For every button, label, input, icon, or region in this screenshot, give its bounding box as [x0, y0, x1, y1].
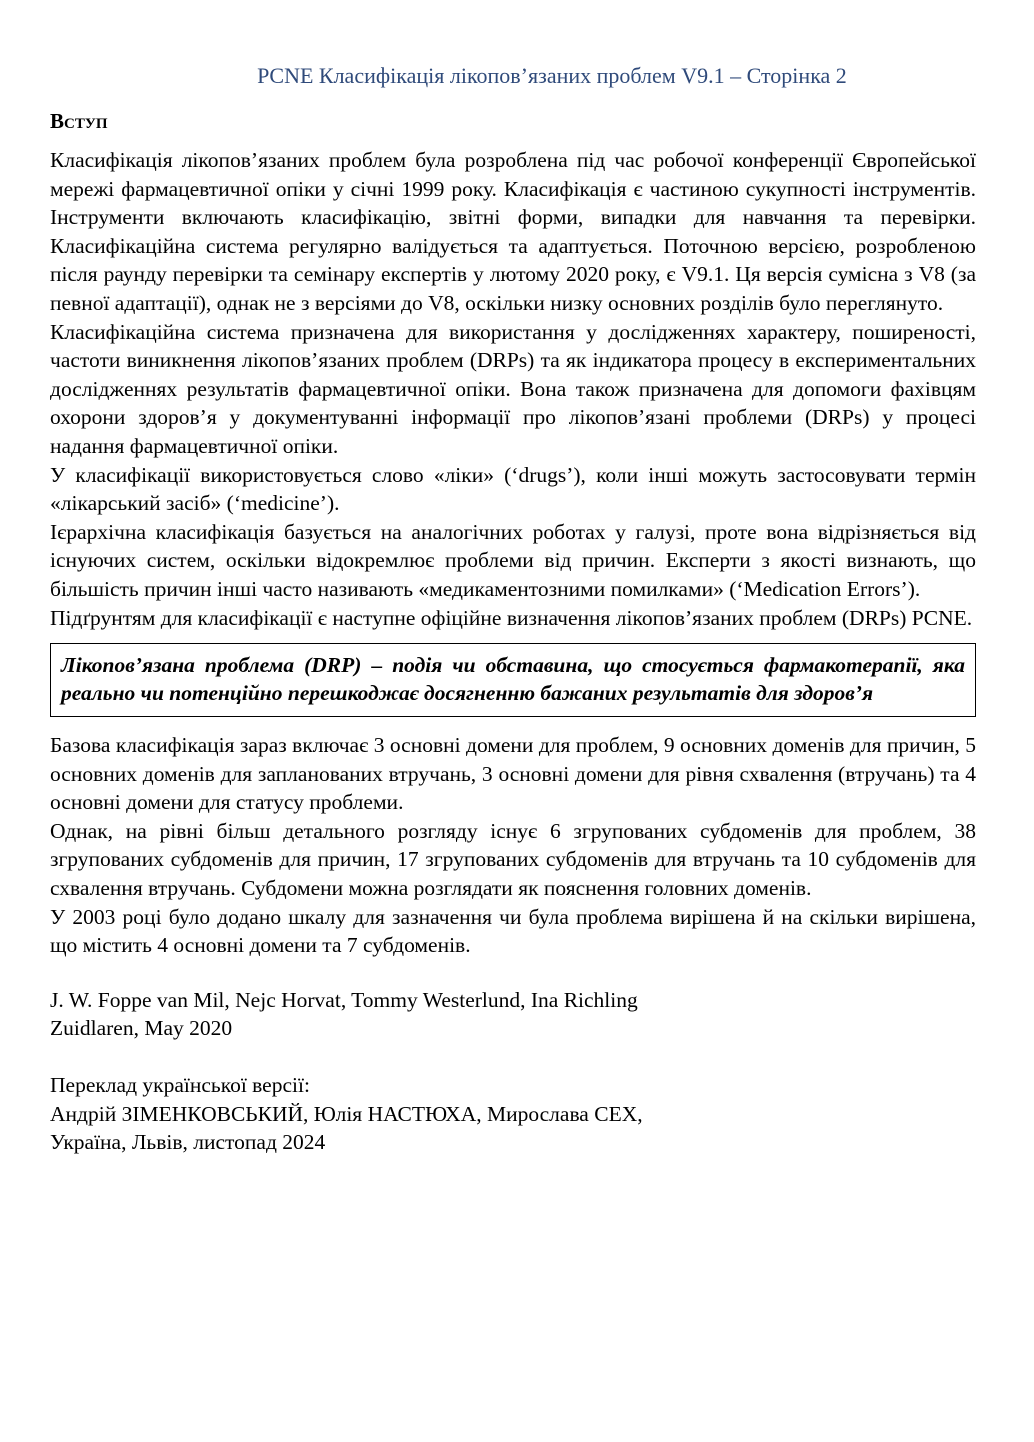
document-page [50, 62, 976, 1157]
intro-paragraph-4: Ієрархічна класифікація базується на аналогічних роботах у галузі, проте вона відрізняється від існуючих систем, оскільки відокремлює проблеми від причин. Експерти з якості визнають, що більшість причин інші часто називають «медикаментозними помилками» (‘Medication Errors’). [50, 519, 976, 601]
authors-block [50, 986, 976, 1043]
intro-paragraph-2: Класифікаційна система призначена для використання у дослідженнях характеру, поширеності, частоти виникнення лікопов’язаних проблем (DRPs) та як індикатора процесу в експериментальних дослідженнях результатів фармацевтичної опіки. Вона також призначена для допомоги фахівцям охорони здоров’я у документуванні інформації про лікопов’язані проблеми (DRPs) у процесі надання фармацевтичної опіки. [50, 319, 976, 458]
intro-paragraph-3: У класифікації використовується слово «ліки» (‘drugs’), коли інші можуть застосовувати термін «лікарський засіб» (‘medicine’). [50, 462, 976, 516]
intro-paragraph-5: Підґрунтям для класифікації є наступне офіційне визначення лікопов’язаних проблем (DRPs) PCNE. [50, 605, 973, 630]
translator-names: Андрій ЗІМЕНКОВСЬКИЙ, Юлія НАСТЮХА, Мирослава СЕХ, [50, 1101, 643, 1126]
page-header: PCNE Класифікація лікопов’язаних проблем V9.1 – Сторінка 2 [257, 63, 847, 88]
drp-definition: Лікопов’язана проблема (DRP) – подія чи обставина, що стосується фармакотерапії, яка реально чи потенційно перешкоджає досягненню бажаних результатів для здоров’я [61, 653, 965, 706]
definition-box [50, 643, 976, 717]
author-place-date: Zuidlaren, May 2020 [50, 1016, 233, 1041]
author-names: J. W. Foppe van Mil, Nejc Horvat, Tommy Westerlund, Ina Richling [50, 987, 638, 1012]
translation-place-date: Україна, Львів, листопад 2024 [50, 1130, 326, 1155]
intro-paragraph-1: Класифікація лікопов’язаних проблем була розроблена під час робочої конференції Європейської мережі фармацевтичної опіки у січні 1999 року. Класифікація є частиною сукупності інструментів. Інструменти включають класифікацію, звітні форми, випадки для навчання та перевірки. Класифікаційна система регулярно валідується та адаптується. Поточною версією, розробленою після раунду перевірки та семінару експертів у лютому 2020 року, є V9.1. Ця версія сумісна з V8 (за певної адаптації), однак не з версіями до V8, оскільки низку основних розділів було переглянуто. [50, 148, 976, 315]
body-paragraph-3: У 2003 році було додано шкалу для зазначення чи була проблема вирішена й на скільки вирішена, що містить 4 основні домени та 7 субдоменів. [50, 904, 976, 958]
body-paragraph-1: Базова класифікація зараз включає 3 основні домени для проблем, 9 основних доменів для причин, 5 основних доменів для запланованих втручань, 3 основні домени для рівня схвалення (втручань) та 4 основні домени для статусу проблеми. [50, 733, 976, 815]
section-heading-intro: Вступ [50, 109, 108, 133]
translation-label: Переклад української версії: [50, 1073, 310, 1098]
body-paragraph-2: Однак, на рівні більш детального розгляду існує 6 згрупованих субдоменів для проблем, 38 згрупованих субдоменів для причин, 17 згрупованих субдоменів для втручань та 10 субдоменів для схвалення втручань. Субдомени можна розглядати як пояснення головних доменів. [50, 818, 976, 901]
translation-block [50, 1071, 976, 1157]
